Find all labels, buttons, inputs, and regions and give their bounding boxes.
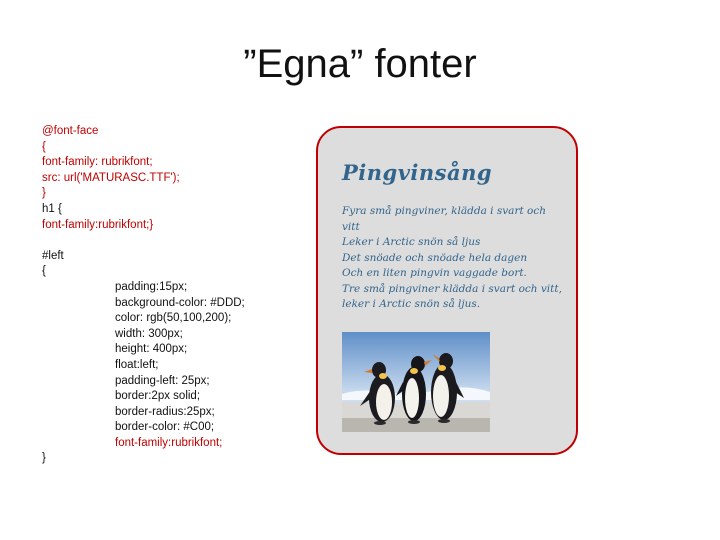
left-close-brace: } — [42, 452, 46, 465]
poem — [342, 204, 562, 313]
h1-font-family: font-family:rubrikfont;} — [42, 218, 154, 231]
left-decl: border-color: #C00; — [115, 421, 215, 434]
left-selector: #left — [42, 249, 64, 262]
poem-line: Leker i Arctic snön så ljus — [342, 236, 481, 248]
left-decl: float:left; — [115, 358, 159, 371]
penguins-photo — [342, 332, 490, 432]
slide-title: ”Egna” fonter — [243, 42, 477, 86]
left-decl: width: 300px; — [115, 327, 183, 340]
left-decl: padding:15px; — [115, 280, 188, 293]
poem-line: leker i Arctic snön så ljus. — [342, 298, 481, 310]
font-face-rule: @font-face — [42, 125, 99, 137]
left-decl: border:2px solid; — [115, 390, 201, 403]
font-face-src: src: url('MATURASC.TTF'); — [42, 171, 180, 184]
left-decl: background-color: #DDD; — [115, 296, 245, 309]
code-spacer — [42, 233, 312, 249]
left-decl: border-radius:25px; — [115, 405, 215, 418]
css-code-block — [42, 124, 312, 467]
poem-line: Fyra små pingviner, klädda i svart och — [342, 205, 546, 217]
font-face-close-brace: } — [42, 187, 46, 200]
poem-line: Det snöade och snöade hela dagen — [342, 251, 528, 264]
poem-line: vitt — [342, 220, 360, 233]
left-decl-font-family: font-family:rubrikfont; — [115, 436, 223, 449]
left-decl: color: rgb(50,100,200); — [115, 312, 232, 325]
h1-selector: h1 { — [42, 202, 62, 215]
left-open-brace: { — [42, 265, 46, 278]
panel-heading: Pingvinsång — [342, 160, 493, 185]
left-decl: padding-left: 25px; — [115, 374, 210, 387]
font-face-family: font-family: rubrikfont; — [42, 156, 153, 169]
example-panel — [316, 126, 578, 455]
left-decl: height: 400px; — [115, 343, 188, 356]
font-face-open-brace: { — [42, 140, 46, 153]
poem-line: Och en liten pingvin vaggade bort. — [342, 267, 527, 279]
poem-line: Tre små pingviner klädda i svart och vitt, — [342, 282, 562, 295]
